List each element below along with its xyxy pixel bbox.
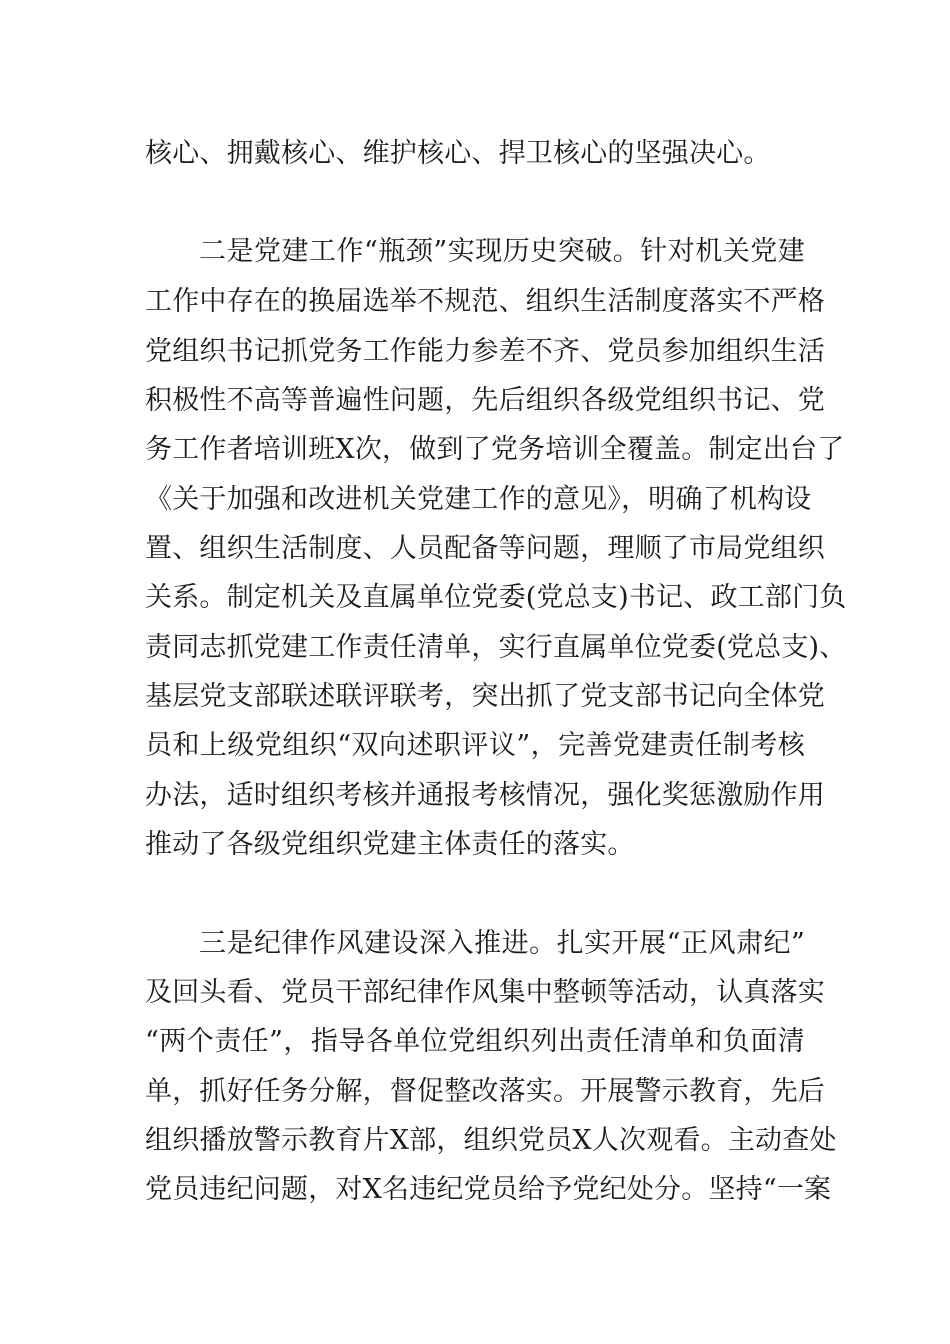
text-line: 责同志抓党建工作责任清单，实行直属单位党委(党总支)、	[145, 632, 847, 663]
text-line: 员和上级党组织“双向述职评议”，完善党建责任制考核	[145, 730, 805, 761]
paragraph-last-line: 推动了各级党组织党建主体责任的落实。	[145, 829, 635, 860]
text-line: 党组织书记抓党务工作能力参差不齐、党员参加组织生活	[145, 336, 825, 367]
text-line: 党员违纪问题，对X名违纪党员给予党纪处分。坚持“一案	[145, 1174, 832, 1205]
text-line: 工作中存在的换届选举不规范、组织生活制度落实不严格	[145, 286, 825, 317]
text-line: 积极性不高等普遍性问题，先后组织各级党组织书记、党	[145, 385, 825, 416]
text-line: 《关于加强和改进机关党建工作的意见》，明确了机构设	[145, 484, 812, 515]
text-line: 及回头看、党员干部纪律作风集中整顿等活动，认真落实	[145, 977, 825, 1008]
paragraph-first-line: 二是党建工作“瓶颈”实现历史突破。针对机关党建	[199, 236, 805, 267]
text-line: 单，抓好任务分解，督促整改落实。开展警示教育，先后	[145, 1076, 825, 1107]
text-line: 基层党支部联述联评联考，突出抓了党支部书记向全体党	[145, 681, 825, 712]
text-line: 务工作者培训班X次，做到了党务培训全覆盖。制定出台了	[145, 434, 845, 465]
text-line: 组织播放警示教育片X部，组织党员X人次观看。主动查处	[145, 1125, 837, 1156]
text-line: “两个责任”，指导各单位党组织列出责任清单和负面清	[145, 1026, 805, 1057]
text-line: 核心、拥戴核心、维护核心、捍卫核心的坚强决心。	[145, 138, 771, 169]
paragraph-first-line: 三是纪律作风建设深入推进。扎实开展“正风肃纪”	[199, 928, 805, 959]
text-line: 办法，适时组织考核并通报考核情况，强化奖惩激励作用	[145, 780, 825, 811]
text-line: 置、组织生活制度、人员配备等问题，理顺了市局党组织	[145, 533, 825, 564]
text-line: 关系。制定机关及直属单位党委(党总支)书记、政工部门负	[145, 582, 847, 613]
